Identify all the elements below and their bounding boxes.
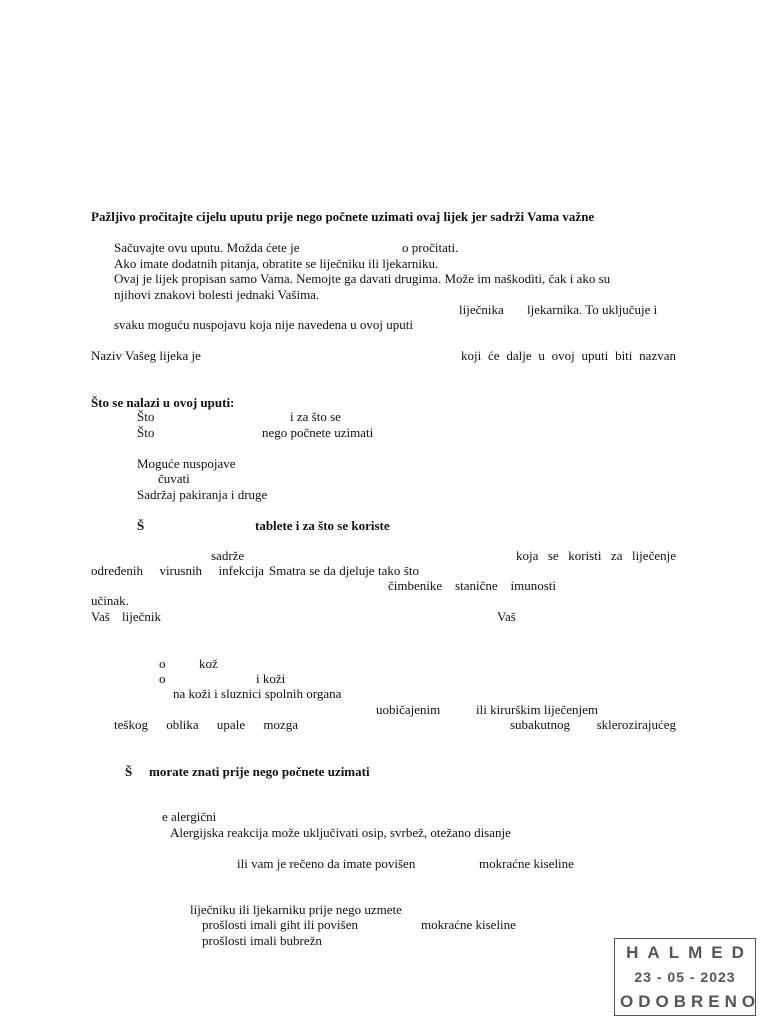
stamp-date: 23 - 05 - 2023 bbox=[634, 969, 736, 985]
text-line: Moguće nuspojave bbox=[137, 456, 236, 471]
text-line: i za što se bbox=[290, 409, 341, 424]
text-line: prošlosti imali giht ili povišen bbox=[202, 917, 358, 932]
text-line: subakutnog sklerozirajućeg bbox=[510, 717, 676, 732]
text-line: koji će dalje u ovoj uputi biti nazvan bbox=[461, 348, 676, 363]
text-line: Alergijska reakcija može uključivati osip, svrbež, otežano disanje bbox=[170, 825, 511, 840]
text-line: koja se koristi za liječenje bbox=[516, 548, 676, 563]
text-line: Ovaj je lijek propisan samo Vama. Nemojte ga davati drugima. Može im naškoditi, čak i ako su bbox=[114, 271, 611, 286]
text-line: čuvati bbox=[158, 471, 190, 486]
text-line: određenih virusnih infekcija bbox=[91, 563, 264, 578]
text-line: na koži i sluznici spolnih organa bbox=[173, 686, 342, 701]
text-line: e alergični bbox=[162, 809, 217, 824]
text-line: njihovi znakovi bolesti jednaki Vašima. bbox=[114, 287, 320, 302]
text-line: Vaš bbox=[497, 609, 516, 624]
text-line: liječnika bbox=[459, 302, 504, 317]
text-line: Sačuvajte ovu uputu. Možda ćete je bbox=[114, 240, 300, 255]
section-heading: tablete i za što se koriste bbox=[255, 518, 390, 533]
text-line: uobičajenim bbox=[376, 702, 441, 717]
approval-stamp bbox=[614, 938, 761, 1016]
text-line: sadrže bbox=[211, 548, 245, 563]
text-line: učinak. bbox=[91, 593, 129, 608]
text-line: liječniku ili ljekarniku prije nego uzmete bbox=[190, 902, 402, 917]
text-line: i koži bbox=[256, 671, 286, 686]
text-line: teškog oblika upale mozga bbox=[114, 717, 298, 732]
text-line: Što bbox=[137, 425, 155, 440]
stamp-status: ODOBRENO bbox=[620, 992, 761, 1011]
section-heading: Š bbox=[125, 764, 133, 779]
section-heading: Što se nalazi u ovoj uputi: bbox=[91, 395, 235, 410]
text-line: nego počnete uzimati bbox=[262, 425, 374, 440]
text-line: ili vam je rečeno da imate povišen bbox=[237, 856, 416, 871]
text-line: Sadržaj pakiranja i druge bbox=[137, 487, 268, 502]
text-line: Naziv Vašeg lijeka je bbox=[91, 348, 201, 363]
text-line: čimbenike stanične imunosti bbox=[388, 578, 556, 593]
text-line: Ako imate dodatnih pitanja, obratite se liječniku ili ljekarniku. bbox=[114, 256, 439, 271]
text-line: prošlosti imali bubrežn bbox=[202, 933, 322, 948]
section-heading: Pažljivo pročitajte cijelu uputu prije nego počnete uzimati ovaj lijek jer sadrži Vama važne bbox=[91, 209, 595, 224]
section-heading: morate znati prije nego počnete uzimati bbox=[149, 764, 370, 779]
text-line: ljekarnika. To uključuje i bbox=[527, 302, 658, 317]
text-line: o bbox=[159, 671, 166, 686]
text-line: mokraćne kiseline bbox=[421, 917, 516, 932]
stamp-agency: HALMED bbox=[626, 943, 753, 962]
text-line: ili kirurškim liječenjem bbox=[476, 702, 599, 717]
text-line: Smatra se da djeluje tako što bbox=[269, 563, 419, 578]
text-line: o bbox=[159, 656, 166, 671]
section-heading: Š bbox=[137, 518, 145, 533]
text-line: Što bbox=[137, 409, 155, 424]
text-line: mokraćne kiseline bbox=[479, 856, 574, 871]
text-line: svaku moguću nuspojavu koja nije navedena u ovoj uputi bbox=[114, 317, 413, 332]
text-line: kož bbox=[199, 656, 218, 671]
text-line: Vaš liječnik bbox=[91, 609, 161, 624]
text-line: o pročitati. bbox=[402, 240, 459, 255]
